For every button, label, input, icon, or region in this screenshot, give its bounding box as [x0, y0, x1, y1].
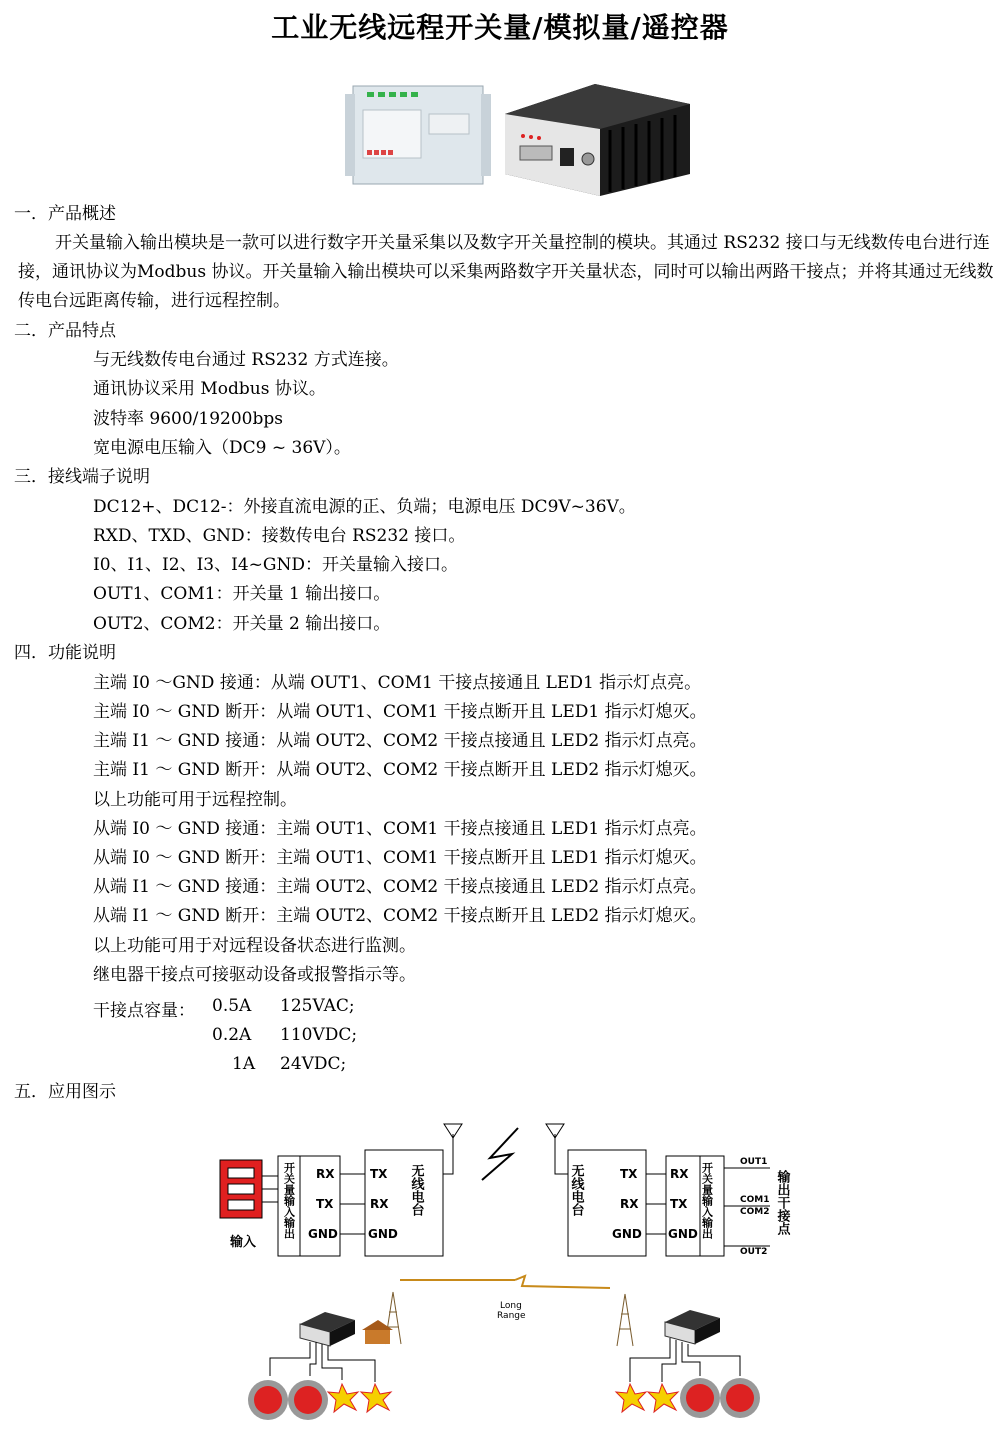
- capacity-voltage: 110VDC;: [280, 1025, 358, 1045]
- left-module-gnd: GND: [308, 1227, 338, 1241]
- right-radio-tx: TX: [620, 1167, 638, 1181]
- function-item: 以上功能可用于对远程设备状态进行监测。: [93, 936, 416, 956]
- product-photos: [345, 74, 700, 199]
- section-heading-features: 二．产品特点: [14, 321, 116, 341]
- push-button-icon: [720, 1378, 760, 1418]
- radio-photo: [505, 84, 690, 196]
- function-item: 主端 I0 ～GND 接通：从端 OUT1、COM1 干接点接通且 LED1 指示灯点亮。: [93, 673, 702, 693]
- long-range-illustration: [230, 1272, 790, 1432]
- capacity-current: 0.5A: [212, 996, 252, 1016]
- right-module-rx: RX: [670, 1167, 689, 1181]
- terminal-item: RXD、TXD、GND：接数传电台 RS232 接口。: [93, 526, 466, 546]
- function-item: 继电器干接点可接驱动设备或报警指示等。: [93, 965, 416, 985]
- section-heading-application: 五．应用图示: [14, 1082, 116, 1102]
- left-radio-rx: RX: [370, 1197, 389, 1211]
- alarm-light-icon: [648, 1384, 678, 1412]
- wiring-diagram: [200, 1118, 820, 1278]
- push-button-icon: [248, 1380, 288, 1420]
- left-radio-tx: TX: [370, 1167, 388, 1181]
- right-module-label: 开关量输入输出: [700, 1162, 714, 1239]
- left-module-tx: TX: [316, 1197, 334, 1211]
- capacity-voltage: 125VAC;: [280, 996, 355, 1016]
- alarm-light-icon: [328, 1384, 358, 1412]
- right-radio-rx: RX: [620, 1197, 639, 1211]
- io-module-photo: [345, 86, 491, 184]
- capacity-current: 1A: [232, 1054, 256, 1074]
- right-tower-icon: [617, 1294, 633, 1346]
- feature-item: 波特率 9600/19200bps: [93, 409, 283, 429]
- out2-label: OUT2: [740, 1247, 768, 1257]
- section-heading-functions: 四．功能说明: [14, 643, 116, 663]
- terminal-item: DC12+、DC12-：外接直流电源的正、负端；电源电压 DC9V~36V。: [93, 497, 636, 517]
- out1-label: OUT1: [740, 1157, 768, 1167]
- terminal-item: I0、I1、I2、I3、I4~GND：开关量输入接口。: [93, 555, 458, 575]
- function-item: 主端 I1 ～ GND 接通：从端 OUT2、COM2 干接点接通且 LED2 指示灯点亮。: [93, 731, 707, 751]
- capacity-label: 干接点容量：: [93, 1001, 195, 1021]
- wireless-link-icon: [482, 1128, 518, 1180]
- right-radio-gnd: GND: [612, 1227, 642, 1241]
- terminal-item: OUT1、COM1：开关量 1 输出接口。: [93, 584, 391, 604]
- section-heading-terminals: 三．接线端子说明: [14, 467, 150, 487]
- left-module-label: 开关量输入输出: [282, 1162, 296, 1239]
- function-item: 从端 I0 ～ GND 接通：主端 OUT1、COM1 干接点接通且 LED1 指示灯点亮。: [93, 819, 707, 839]
- function-item: 主端 I0 ～ GND 断开：从端 OUT1、COM1 干接点断开且 LED1 指示灯熄灭。: [93, 702, 707, 722]
- feature-item: 宽电源电压输入（DC9 ~ 36V）。: [93, 438, 351, 458]
- alarm-light-icon: [616, 1384, 646, 1412]
- alarm-light-icon: [361, 1384, 391, 1412]
- page-title: 工业无线远程开关量/模拟量/遥控器: [271, 11, 729, 44]
- right-module-gnd: GND: [668, 1227, 698, 1241]
- left-radio-gnd: GND: [368, 1227, 398, 1241]
- feature-item: 通讯协议采用 Modbus 协议。: [93, 379, 326, 399]
- push-button-icon: [680, 1378, 720, 1418]
- overview-paragraph: 开关量输入输出模块是一款可以进行数字开关量采集以及数字开关量控制的模块。其通过 RS232 接口与无线数传电台进行连接，通讯协议为Modbus 协议。开关量输入输出模块可以采集两路数字开关量状态，同时可以输出两路干接点；并将其通过无线数传电台远距离传输，进行远程控制。: [18, 233, 994, 311]
- left-radio-device-icon: [300, 1312, 355, 1346]
- function-item: 从端 I1 ～ GND 断开：主端 OUT2、COM2 干接点断开且 LED2 指示灯熄灭。: [93, 906, 707, 926]
- function-item: 以上功能可用于远程控制。: [93, 790, 297, 810]
- section-heading-overview: 一．产品概述: [14, 204, 116, 224]
- input-label: 输入: [230, 1235, 257, 1250]
- terminal-item: OUT2、COM2：开关量 2 输出接口。: [93, 614, 391, 634]
- right-radio-label: 无线电台: [568, 1164, 584, 1216]
- capacity-voltage: 24VDC;: [280, 1054, 347, 1074]
- function-item: 从端 I1 ～ GND 接通：主端 OUT2、COM2 干接点接通且 LED2 指示灯点亮。: [93, 877, 707, 897]
- left-module-rx: RX: [316, 1167, 335, 1181]
- function-item: 主端 I1 ～ GND 断开：从端 OUT2、COM2 干接点断开且 LED2 指示灯熄灭。: [93, 760, 707, 780]
- right-module-tx: TX: [670, 1197, 688, 1211]
- output-contact-label: 输出干接点: [774, 1170, 790, 1235]
- com2-label: COM2: [740, 1207, 770, 1217]
- function-item: 从端 I0 ～ GND 断开：主端 OUT1、COM1 干接点断开且 LED1 指示灯熄灭。: [93, 848, 707, 868]
- left-radio-label: 无线电台: [408, 1164, 424, 1216]
- right-radio-device-icon: [665, 1310, 720, 1344]
- range-label: Range: [497, 1311, 526, 1321]
- feature-item: 与无线数传电台通过 RS232 方式连接。: [93, 350, 399, 370]
- com1-label: COM1: [740, 1195, 770, 1205]
- capacity-current: 0.2A: [212, 1025, 252, 1045]
- long-label: Long: [500, 1301, 522, 1311]
- push-button-icon: [288, 1380, 328, 1420]
